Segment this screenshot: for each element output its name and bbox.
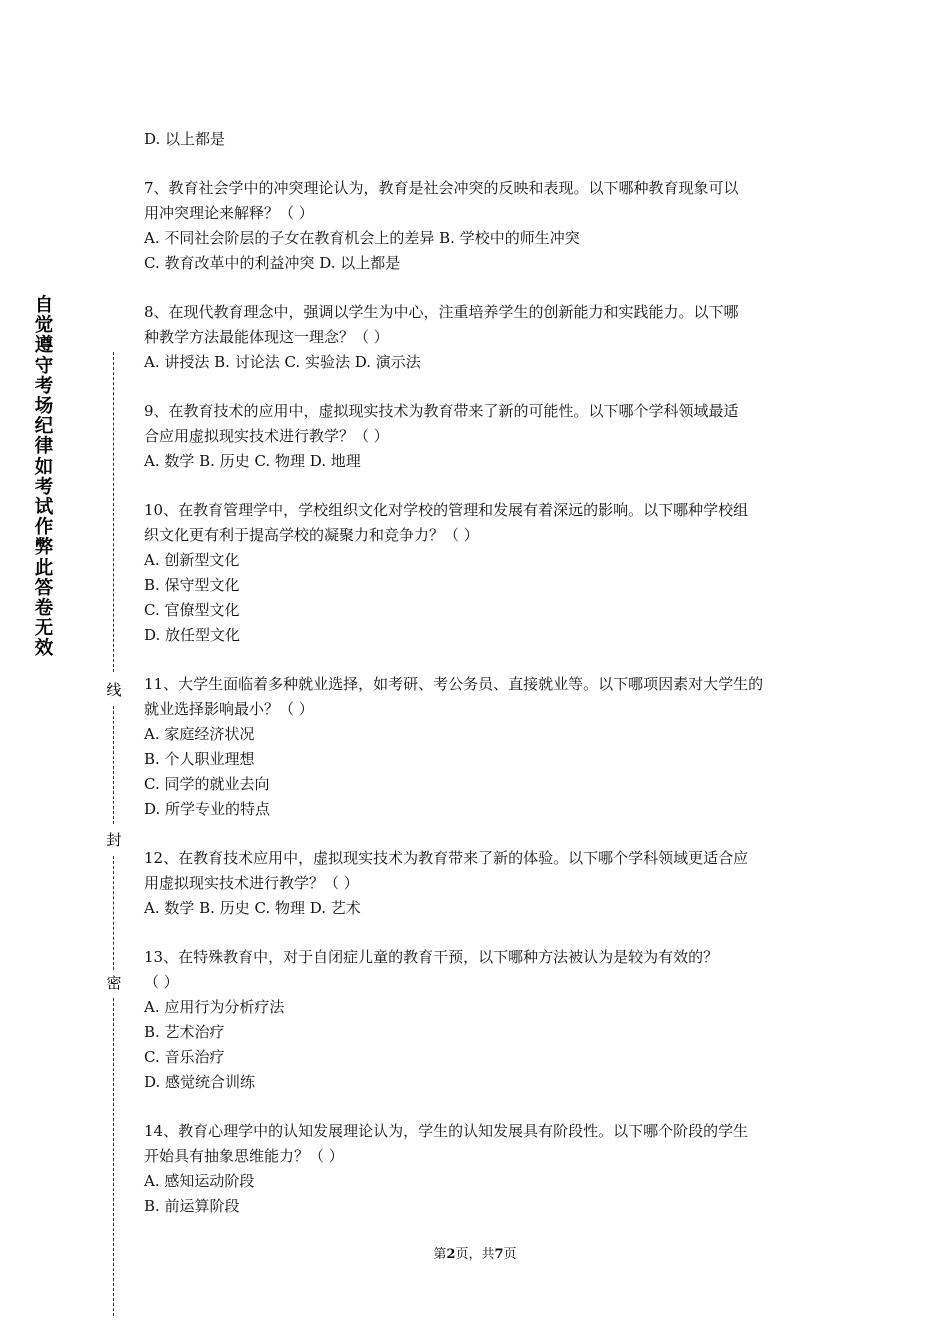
footer-suffix: 页 [503,1247,517,1262]
binding-dashed-line [113,706,114,824]
question-block [144,498,812,648]
question-block [144,300,812,375]
answer-option: A. 不同社会阶层的子女在教育机会上的差异 B. 学校中的师生冲突 [144,229,580,247]
answer-option: C. 官僚型文化 [144,601,240,619]
answer-option: B. 前运算阶段 [144,1197,240,1215]
page-footer [0,1246,950,1264]
binding-dashed-line [113,998,114,1316]
question-stem-line: 14、教育心理学中的认知发展理论认为，学生的认知发展具有阶段性。以下哪个阶段的学生 [144,1122,749,1140]
question-stem-line: 织文化更有利于提高学校的凝聚力和竞争力？（ ） [144,526,479,544]
answer-option: D. 以上都是 [144,130,226,148]
answer-option: B. 个人职业理想 [144,750,255,768]
total-page-count: 7 [494,1247,504,1262]
binding-dashed-line [113,856,114,970]
answer-option: A. 感知运动阶段 [144,1172,255,1190]
question-content [144,127,812,1219]
question-stem-line: （ ） [144,973,179,991]
binding-dashed-line [113,352,114,672]
question-stem-line: 12、在教育技术应用中，虚拟现实技术为教育带来了新的体验。以下哪个学科领域更适合应 [144,849,749,867]
binding-label-seal: 封 [106,831,122,849]
answer-option: A. 应用行为分析疗法 [144,998,285,1016]
answer-option: A. 讲授法 B. 讨论法 C. 实验法 D. 演示法 [144,353,421,371]
current-page-number: 2 [446,1247,456,1262]
question-stem-line: 就业选择影响最小？（ ） [144,700,314,718]
question-stem-line: 用冲突理论来解释？（ ） [144,204,314,222]
question-stem-line: 7、教育社会学中的冲突理论认为，教育是社会冲突的反映和表现。以下哪种教育现象可以 [144,179,739,197]
question-block [144,399,812,474]
answer-option: B. 艺术治疗 [144,1023,225,1041]
question-stem-line: 10、在教育管理学中，学校组织文化对学校的管理和发展有着深远的影响。以下哪种学校组 [144,501,749,519]
answer-option: D. 所学专业的特点 [144,800,271,818]
answer-option: A. 数学 B. 历史 C. 物理 D. 艺术 [144,899,361,917]
question-stem-line: 用虚拟现实技术进行教学？（ ） [144,874,359,892]
answer-option: C. 音乐治疗 [144,1048,225,1066]
answer-option: B. 保守型文化 [144,576,240,594]
question-stem-line: 合应用虚拟现实技术进行教学？（ ） [144,427,389,445]
question-stem-line: 开始具有抽象思维能力？（ ） [144,1147,344,1165]
binding-label-secret: 密 [106,974,122,992]
answer-option: A. 创新型文化 [144,551,240,569]
answer-option: C. 同学的就业去向 [144,775,270,793]
question-stem-line: 11、大学生面临着多种就业选择，如考研、考公务员、直接就业等。以下哪项因素对大学生的 [144,675,764,693]
question-block [144,846,812,921]
answer-option: D. 放任型文化 [144,626,241,644]
question-block [144,672,812,822]
answer-option: A. 数学 B. 历史 C. 物理 D. 地理 [144,452,361,470]
footer-middle: 页，共 [455,1247,495,1262]
question-stem-line: 9、在教育技术的应用中，虚拟现实技术为教育带来了新的可能性。以下哪个学科领域最适 [144,402,739,420]
question-block [144,176,812,276]
answer-option: A. 家庭经济状况 [144,725,255,743]
answer-option: C. 教育改革中的利益冲突 D. 以上都是 [144,254,401,272]
footer-prefix: 第 [433,1247,447,1262]
question-stem-line: 种教学方法最能体现这一理念？（ ） [144,328,389,346]
option-continuation [144,127,812,152]
question-stem-line: 8、在现代教育理念中，强调以学生为中心，注重培养学生的创新能力和实践能力。以下哪 [144,303,739,321]
answer-option: D. 感觉统合训练 [144,1073,256,1091]
question-block [144,945,812,1095]
question-stem-line: 13、在特殊教育中，对于自闭症儿童的教育干预，以下哪种方法被认为是较为有效的？ [144,948,719,966]
exam-discipline-warning: 自 觉 遵 守 考 场 纪 律 如 考 试 作 弊 此 答 卷 无 效 [34,295,54,660]
question-block [144,1119,812,1219]
binding-label-line: 线 [106,681,122,699]
